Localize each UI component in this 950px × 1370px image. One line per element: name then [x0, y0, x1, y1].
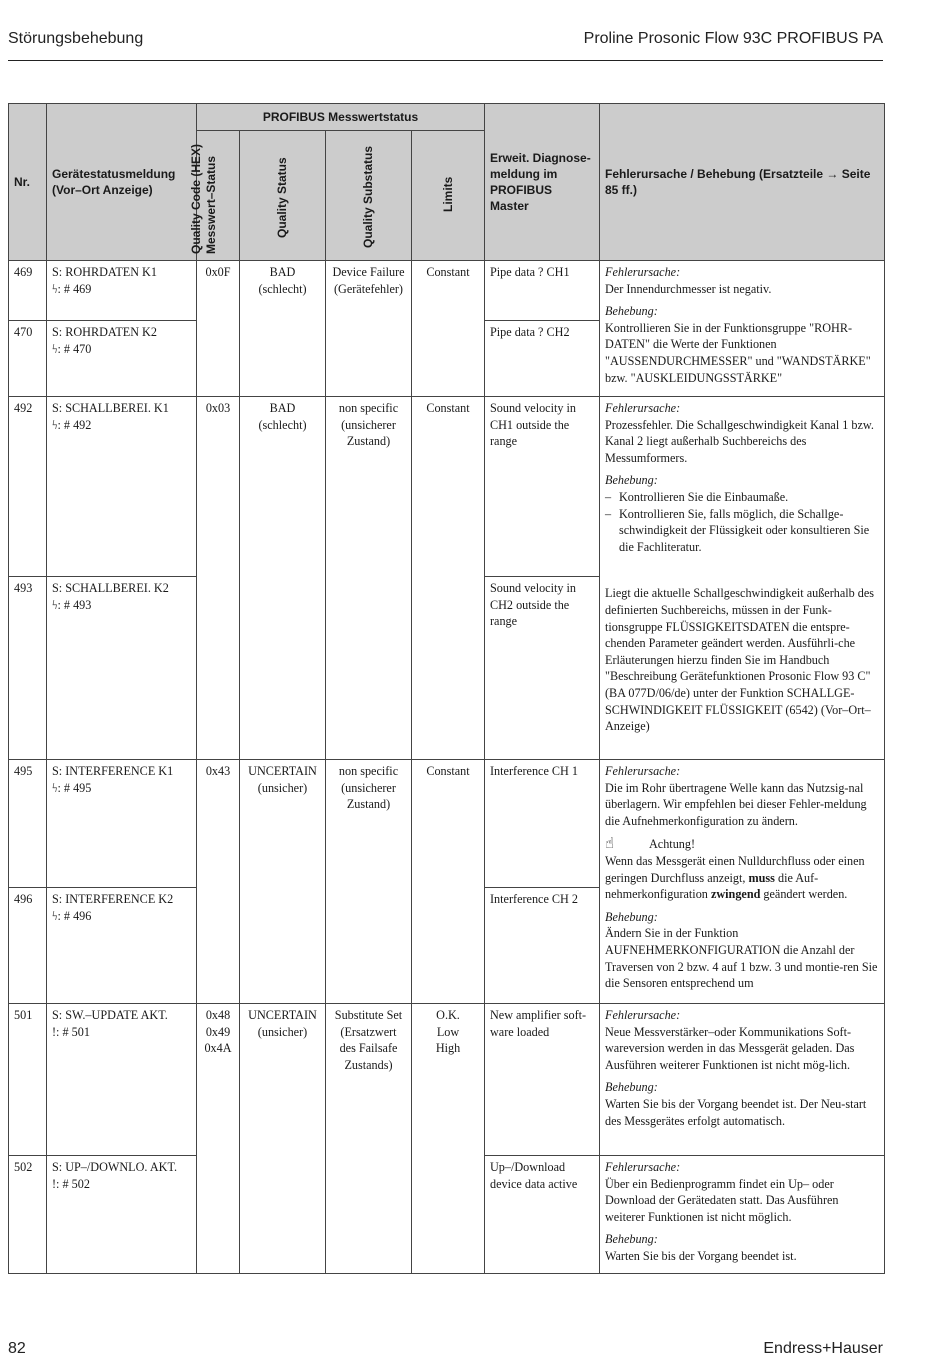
error-table — [8, 103, 885, 1274]
header-quality-status: Quality Status — [240, 131, 326, 261]
diagnosis-message: Interference CH 2 — [485, 888, 600, 1004]
row-number: 492 — [9, 397, 47, 577]
quality-code: 0x48 0x49 0x4A — [197, 1004, 240, 1274]
header-limits: Limits — [412, 131, 485, 261]
row-number: 469 — [9, 261, 47, 321]
page-number: 82 — [8, 1340, 26, 1357]
row-number: 495 — [9, 760, 47, 888]
diagnosis-message: Sound velocity in CH2 outside the range — [485, 577, 600, 760]
header-rule — [8, 60, 883, 61]
diagnosis-message: Sound velocity in CH1 outside the range — [485, 397, 600, 577]
header-quality-substatus: Quality Substatus — [326, 131, 412, 261]
cause-remedy: Fehlerursache: Prozessfehler. Die Schallgeschwindigkeit Kanal 1 bzw. Kanal 2 liegt außerhalb Suchbereichs des Messumformers. Behebung: – Kontrollieren Sie die Einbaumaße. – Kontrollieren Sie, falls möglich, die Schallge-schwindigkeit der Flüssigkeit oder konsultieren Sie die Fachliteratur. Liegt die aktuelle Schallgeschwindigkeit außerhalb des definierten Suchbereichs, müssen in der Funk-tionsgruppe FLÜSSIGKEITSDATEN die entspre-chenden Parameter geändert werden. Ausführli-che Erläuterungen hierzu finden Sie im Handbuch "Beschreibung Gerätefunktionen Prosonic Flow 93 C" (BA 077D/06/de) unter der Funktion SCHALLGE-SCHWINDIGKEIT FLÜSSIGKEIT (6542) (Vor–Ort–Anzeige) — [600, 397, 885, 760]
diagnosis-message: Up–/Download device data active — [485, 1156, 600, 1274]
cause-remedy: Fehlerursache: Der Innendurchmesser ist negativ. Behebung: Kontrollieren Sie in der Funktionsgruppe "ROHR-DATEN" die Werte der Funktionen "AUSSENDURCHMESSER" und "WANDSTÄRKE" bzw. "AUSKLEIDUNGSSTÄRKE" — [600, 261, 885, 397]
diagnosis-message: New amplifier soft-ware loaded — [485, 1004, 600, 1156]
cause-remedy: Fehlerursache: Die im Rohr übertragene Welle kann das Nutzsig-nal überlagern. Wir empfehlen bei dieser Fehler-meldung die Aufnehmerkonfiguration zu ändern. ☝ Achtung! Wenn das Messgerät einen Nulldurchfluss oder einen geringen Durchfluss anzeigt, muss die Auf-nehmerkonfiguration zwingend geändert werden. Behebung: Ändern Sie in der Funktion AUFNEHMERKONFIGURATION die Anzahl der Traversen von 2 bzw. 4 auf 1 bzw. 3 und montie-ren Sie die Sensoren entsprechend um — [600, 760, 885, 1004]
limits: Constant — [412, 261, 485, 397]
running-header-right: Proline Prosonic Flow 93C PROFIBUS PA — [583, 30, 883, 47]
status-message: S: INTERFERENCE K2 ϟ: # 496 — [47, 888, 197, 1004]
quality-substatus: Device Failure (Gerätefehler) — [326, 261, 412, 397]
cause-remedy: Fehlerursache: Über ein Bedienprogramm findet ein Up– oder Download der Gerätedaten statt. Das Ausführen weiterer Funktionen ist nicht möglich. Behebung: Warten Sie bis der Vorgang beendet ist. — [600, 1156, 885, 1274]
diagnosis-message: Pipe data ? CH2 — [485, 321, 600, 397]
status-message: S: ROHRDATEN K2 ϟ: # 470 — [47, 321, 197, 397]
quality-status: UNCERTAIN (unsicher) — [240, 760, 326, 1004]
status-message: S: SCHALLBEREI. K2 ϟ: # 493 — [47, 577, 197, 760]
status-message: S: INTERFERENCE K1 ϟ: # 495 — [47, 760, 197, 888]
running-header-left: Störungsbehebung — [8, 30, 144, 47]
row-number: 502 — [9, 1156, 47, 1274]
limits: O.K. Low High — [412, 1004, 485, 1274]
quality-substatus: Substitute Set (Ersatzwert des Failsafe Zustands) — [326, 1004, 412, 1274]
quality-code: 0x0F — [197, 261, 240, 397]
hand-warning-icon: ☝ — [605, 834, 615, 853]
footer-brand: Endress+Hauser — [763, 1340, 883, 1357]
header-status-message: Gerätestatusmeldung (Vor–Ort Anzeige) — [47, 104, 197, 261]
header-profibus-group: PROFIBUS Messwertstatus — [197, 104, 485, 131]
header-cause-remedy: Fehlerursache / Behebung (Ersatzteile → Seite 85 ff.) — [600, 104, 885, 261]
status-message: S: ROHRDATEN K1 ϟ: # 469 — [47, 261, 197, 321]
header-quality-code: Quality Code (HEX) Messwert–Status — [197, 131, 240, 261]
warning-note: ☝ Achtung! — [605, 834, 696, 853]
row-number: 493 — [9, 577, 47, 760]
table-row — [9, 760, 885, 888]
status-message: S: SCHALLBEREI. K1 ϟ: # 492 — [47, 397, 197, 577]
status-message: S: SW.–UPDATE AKT. !: # 501 — [47, 1004, 197, 1156]
quality-substatus: non specific (unsicherer Zustand) — [326, 397, 412, 760]
limits: Constant — [412, 760, 485, 1004]
header-nr: Nr. — [9, 104, 47, 261]
diagnosis-message: Interference CH 1 — [485, 760, 600, 888]
row-number: 496 — [9, 888, 47, 1004]
status-message: S: UP–/DOWNLO. AKT. !: # 502 — [47, 1156, 197, 1274]
row-number: 470 — [9, 321, 47, 397]
quality-status: BAD (schlecht) — [240, 397, 326, 760]
quality-code: 0x03 — [197, 397, 240, 760]
quality-status: BAD (schlecht) — [240, 261, 326, 397]
table-row — [9, 1004, 885, 1156]
row-number: 501 — [9, 1004, 47, 1156]
diagnosis-message: Pipe data ? CH1 — [485, 261, 600, 321]
quality-code: 0x43 — [197, 760, 240, 1004]
cause-remedy: Fehlerursache: Neue Messverstärker–oder Kommunikations Soft-wareversion werden in das Messgerät geladen. Das Ausführen weiterer Funktionen ist nicht mög-lich. Behebung: Warten Sie bis der Vorgang beendet ist. Der Neu-start des Messgerätes erfolgt automatisch. — [600, 1004, 885, 1156]
header-diagnosis: Erweit. Diagnose-meldung im PROFIBUS Master — [485, 104, 600, 261]
table-row — [9, 261, 885, 321]
quality-substatus: non specific (unsicherer Zustand) — [326, 760, 412, 1004]
table-row — [9, 397, 885, 577]
limits: Constant — [412, 397, 485, 760]
quality-status: UNCERTAIN (unsicher) — [240, 1004, 326, 1274]
